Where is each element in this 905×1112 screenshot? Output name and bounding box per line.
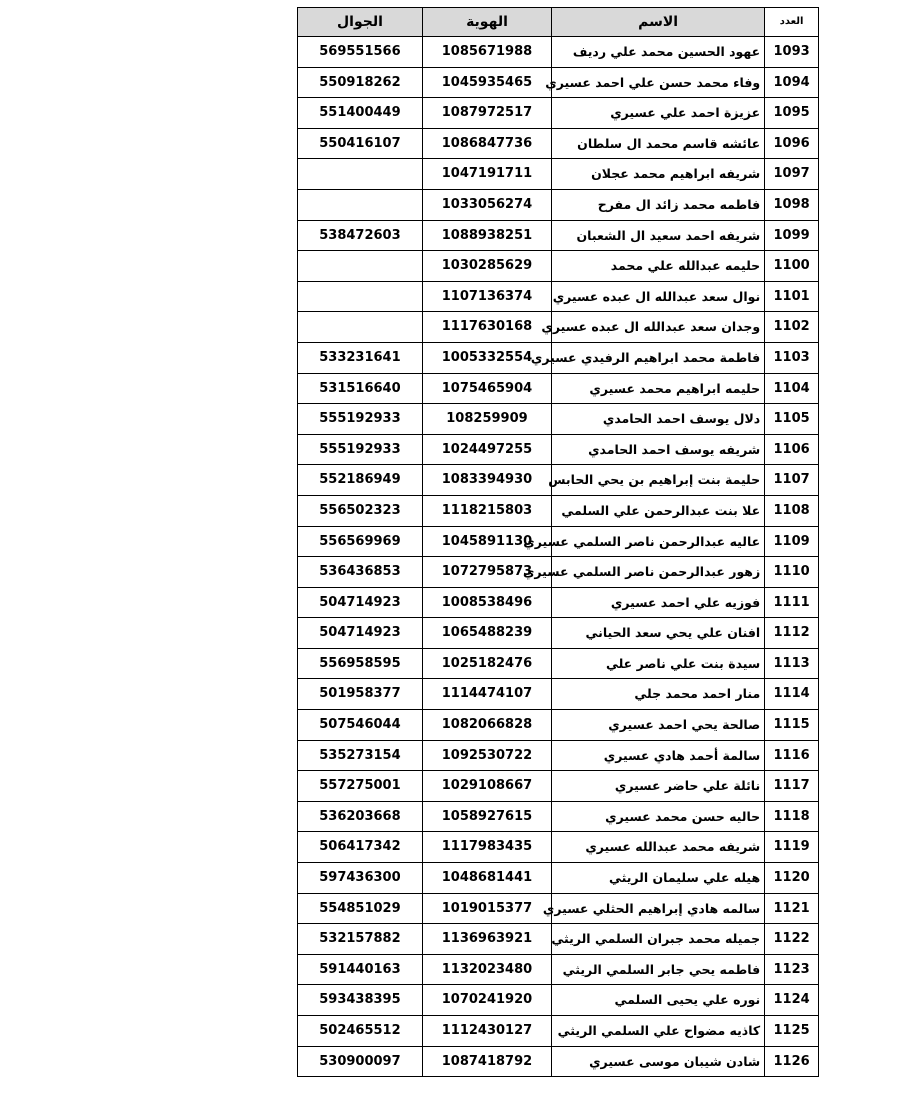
row-name: عهود الحسين محمد علي رديف: [552, 37, 765, 68]
table-row: [298, 893, 819, 924]
table-row: [298, 495, 819, 526]
row-id: 1030285629: [422, 251, 551, 282]
table-row: [298, 251, 819, 282]
roster-sheet: [297, 7, 819, 1077]
row-mobile: 569551566: [298, 37, 423, 68]
table-row: [298, 1046, 819, 1077]
row-id: 1045935465: [422, 67, 551, 98]
row-number: 1106: [765, 434, 819, 465]
table-row: [298, 618, 819, 649]
row-name: افنان علي يحي سعد الحياني: [552, 618, 765, 649]
header-name: الاسم: [552, 8, 765, 37]
row-number: 1116: [765, 740, 819, 771]
row-name: نائلة علي حاضر عسيري: [552, 771, 765, 802]
row-id: 1048681441: [422, 863, 551, 894]
row-name: فاطمه يحي جابر السلمي الريثي: [552, 954, 765, 985]
row-name: شادن شيبان موسى عسيري: [552, 1046, 765, 1077]
row-mobile: [298, 312, 423, 343]
row-id: 1033056274: [422, 189, 551, 220]
row-number: 1096: [765, 128, 819, 159]
row-name: عزيزة احمد علي عسيري: [552, 98, 765, 129]
table-row: [298, 1016, 819, 1047]
row-name: حاليه حسن محمد عسيري: [552, 801, 765, 832]
table-row: [298, 771, 819, 802]
row-mobile: 507546044: [298, 710, 423, 741]
row-name: نوره علي يحيى السلمي: [552, 985, 765, 1016]
header-mobile: الجوال: [298, 8, 423, 37]
table-row: [298, 189, 819, 220]
table-row: [298, 985, 819, 1016]
table-row: [298, 832, 819, 863]
row-name: شريفه احمد سعيد ال الشعبان: [552, 220, 765, 251]
table-row: [298, 801, 819, 832]
table-row: [298, 404, 819, 435]
row-mobile: [298, 189, 423, 220]
row-mobile: 531516640: [298, 373, 423, 404]
row-mobile: 502465512: [298, 1016, 423, 1047]
row-number: 1123: [765, 954, 819, 985]
row-name: زهور عبدالرحمن ناصر السلمي عسيري: [552, 557, 765, 588]
row-name: فاطمة محمد ابراهيم الرفيدي عسيري: [552, 342, 765, 373]
row-number: 1120: [765, 863, 819, 894]
table-row: [298, 128, 819, 159]
row-id: 1047191711: [422, 159, 551, 190]
row-mobile: 536203668: [298, 801, 423, 832]
row-mobile: 557275001: [298, 771, 423, 802]
row-id: 108259909: [422, 404, 551, 435]
row-name: دلال يوسف احمد الحامدي: [552, 404, 765, 435]
row-mobile: [298, 281, 423, 312]
table-row: [298, 740, 819, 771]
row-number: 1111: [765, 587, 819, 618]
table-row: [298, 312, 819, 343]
row-mobile: 532157882: [298, 924, 423, 955]
roster-table: [297, 7, 819, 1077]
row-name: حليمه ابراهيم محمد عسيري: [552, 373, 765, 404]
row-number: 1105: [765, 404, 819, 435]
row-id: 1029108667: [422, 771, 551, 802]
table-row: [298, 863, 819, 894]
row-id: 1072795873: [422, 557, 551, 588]
table-row: [298, 648, 819, 679]
row-id: 1005332554: [422, 342, 551, 373]
header-number: العدد: [765, 8, 819, 37]
row-mobile: 504714923: [298, 618, 423, 649]
row-name: جميله محمد جبران السلمي الريثي: [552, 924, 765, 955]
row-id: 1019015377: [422, 893, 551, 924]
row-number: 1117: [765, 771, 819, 802]
row-name: شريفه محمد عبدالله عسيري: [552, 832, 765, 863]
table-row: [298, 954, 819, 985]
row-id: 1008538496: [422, 587, 551, 618]
row-number: 1097: [765, 159, 819, 190]
table-row: [298, 37, 819, 68]
row-mobile: 536436853: [298, 557, 423, 588]
table-header: [298, 8, 819, 37]
row-mobile: 533231641: [298, 342, 423, 373]
row-number: 1121: [765, 893, 819, 924]
table-row: [298, 281, 819, 312]
row-mobile: 552186949: [298, 465, 423, 496]
row-number: 1124: [765, 985, 819, 1016]
row-name: حليمه عبدالله علي محمد: [552, 251, 765, 282]
row-mobile: 593438395: [298, 985, 423, 1016]
row-mobile: 504714923: [298, 587, 423, 618]
row-id: 1070241920: [422, 985, 551, 1016]
row-mobile: 535273154: [298, 740, 423, 771]
header-id: الهوية: [422, 8, 551, 37]
row-number: 1125: [765, 1016, 819, 1047]
row-name: حليمة بنت إبراهيم بن يحي الحابس: [552, 465, 765, 496]
row-mobile: 501958377: [298, 679, 423, 710]
row-number: 1113: [765, 648, 819, 679]
row-id: 1075465904: [422, 373, 551, 404]
row-mobile: 555192933: [298, 404, 423, 435]
row-id: 1058927615: [422, 801, 551, 832]
row-number: 1108: [765, 495, 819, 526]
row-id: 1082066828: [422, 710, 551, 741]
row-number: 1098: [765, 189, 819, 220]
row-mobile: 555192933: [298, 434, 423, 465]
row-mobile: 550918262: [298, 67, 423, 98]
row-number: 1115: [765, 710, 819, 741]
table-row: [298, 710, 819, 741]
row-number: 1099: [765, 220, 819, 251]
row-number: 1112: [765, 618, 819, 649]
row-id: 1132023480: [422, 954, 551, 985]
row-mobile: 538472603: [298, 220, 423, 251]
row-name: شريفه ابراهيم محمد عجلان: [552, 159, 765, 190]
row-mobile: 556958595: [298, 648, 423, 679]
row-name: نوال سعد عبدالله ال عبده عسيري: [552, 281, 765, 312]
row-number: 1100: [765, 251, 819, 282]
row-number: 1114: [765, 679, 819, 710]
row-mobile: 554851029: [298, 893, 423, 924]
row-id: 1045891130: [422, 526, 551, 557]
header-row: [298, 8, 819, 37]
row-id: 1087972517: [422, 98, 551, 129]
row-mobile: 591440163: [298, 954, 423, 985]
row-name: صالحة يحي احمد عسيري: [552, 710, 765, 741]
row-mobile: 550416107: [298, 128, 423, 159]
table-row: [298, 679, 819, 710]
table-row: [298, 98, 819, 129]
row-name: فوزيه علي احمد عسيري: [552, 587, 765, 618]
row-name: شريفه يوسف احمد الحامدي: [552, 434, 765, 465]
row-name: منار احمد محمد جلي: [552, 679, 765, 710]
table-row: [298, 465, 819, 496]
row-id: 1083394930: [422, 465, 551, 496]
row-name: سالمه هادي إبراهيم الحثلي عسيري: [552, 893, 765, 924]
row-mobile: 556569969: [298, 526, 423, 557]
row-number: 1126: [765, 1046, 819, 1077]
row-id: 1117630168: [422, 312, 551, 343]
row-id: 1065488239: [422, 618, 551, 649]
row-number: 1122: [765, 924, 819, 955]
row-id: 1118215803: [422, 495, 551, 526]
row-id: 1136963921: [422, 924, 551, 955]
row-id: 1092530722: [422, 740, 551, 771]
row-name: سيدة بنت علي ناصر علي: [552, 648, 765, 679]
row-name: هيله علي سليمان الريثي: [552, 863, 765, 894]
row-number: 1094: [765, 67, 819, 98]
row-number: 1119: [765, 832, 819, 863]
table-row: [298, 342, 819, 373]
row-mobile: 506417342: [298, 832, 423, 863]
row-number: 1093: [765, 37, 819, 68]
row-id: 1086847736: [422, 128, 551, 159]
row-number: 1109: [765, 526, 819, 557]
row-name: كاذيه مضواح علي السلمي الريثي: [552, 1016, 765, 1047]
row-id: 1088938251: [422, 220, 551, 251]
row-number: 1095: [765, 98, 819, 129]
row-id: 1117983435: [422, 832, 551, 863]
row-id: 1085671988: [422, 37, 551, 68]
table-body: [298, 37, 819, 1077]
table-row: [298, 220, 819, 251]
table-row: [298, 373, 819, 404]
table-row: [298, 67, 819, 98]
table-row: [298, 557, 819, 588]
row-number: 1102: [765, 312, 819, 343]
row-id: 1087418792: [422, 1046, 551, 1077]
row-name: علا بنت عبدالرحمن علي السلمي: [552, 495, 765, 526]
row-number: 1107: [765, 465, 819, 496]
row-name: سالمة أحمد هادي عسيري: [552, 740, 765, 771]
row-id: 1025182476: [422, 648, 551, 679]
row-name: وفاء محمد حسن علي احمد عسيري: [552, 67, 765, 98]
table-row: [298, 526, 819, 557]
row-name: وجدان سعد عبدالله ال عبده عسيري: [552, 312, 765, 343]
row-mobile: 597436300: [298, 863, 423, 894]
row-number: 1110: [765, 557, 819, 588]
table-row: [298, 924, 819, 955]
row-mobile: 530900097: [298, 1046, 423, 1077]
row-name: فاطمه محمد زائد ال مفرح: [552, 189, 765, 220]
row-number: 1101: [765, 281, 819, 312]
row-id: 1114474107: [422, 679, 551, 710]
row-name: عائشه قاسم محمد ال سلطان: [552, 128, 765, 159]
row-number: 1103: [765, 342, 819, 373]
row-mobile: [298, 159, 423, 190]
row-id: 1112430127: [422, 1016, 551, 1047]
row-id: 1107136374: [422, 281, 551, 312]
table-row: [298, 587, 819, 618]
row-number: 1118: [765, 801, 819, 832]
row-mobile: 556502323: [298, 495, 423, 526]
row-id: 1024497255: [422, 434, 551, 465]
row-mobile: 551400449: [298, 98, 423, 129]
table-row: [298, 159, 819, 190]
row-number: 1104: [765, 373, 819, 404]
table-row: [298, 434, 819, 465]
row-mobile: [298, 251, 423, 282]
row-name: عاليه عبدالرحمن ناصر السلمي عسيري: [552, 526, 765, 557]
